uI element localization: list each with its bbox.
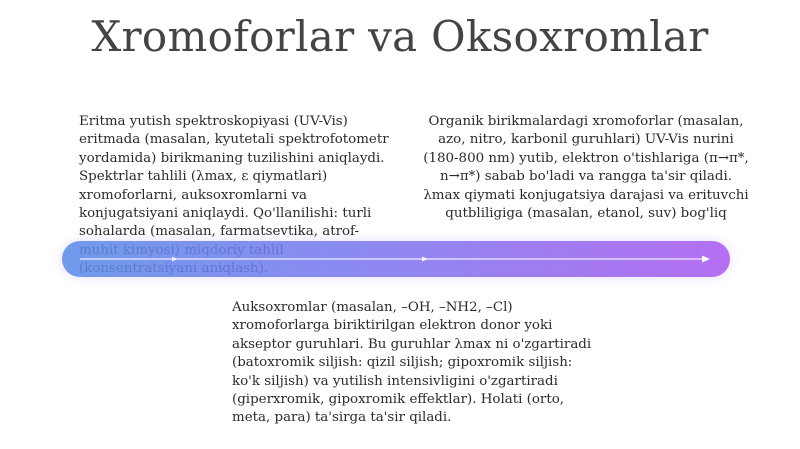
left-paragraph: Eritma yutish spektroskopiyasi (UV-Vis) eritmada (masalan, kyutetali spektrofotometr yordamida) birikmaning tuzilishini aniqlaydi. Spektrlar tahlili (λmax, ε qiymatlari) xromoforlarni, auksoxromlarni va konjugatsiyani aniqlaydi. Qo'llanilishi: turli sohalarda (masalan, farmatsevtika, atrof- (79, 114, 389, 240)
slide-title: Xromoforlar va Oksoxromlar (91, 12, 709, 61)
bottom-text-block (232, 299, 592, 428)
bottom-paragraph: Auksoxromlar (masalan, –OH, –NH2, –Cl) xromoforlarga biriktirilgan elektron donor yoki akseptor guruhlari. Bu guruhlar λmax ni o'zgartiradi (batoxromik siljish: qizil siljish; gipoxromik siljish: ko'k siljish) va yutilish intensivligini o'zgartiradi (giperxromik, gipoxromik effektlar). Holati (orto, meta, para) ta'sirga ta'sir qiladi. (232, 300, 592, 426)
right-text-block (420, 113, 752, 223)
right-paragraph: Organik birikmalardagi xromoforlar (masalan, azo, nitro, karbonil guruhlari) UV-Vis nurini (180-800 nm) yutib, elektron o'tishlariga (π→π*, n→π*) sabab bo'ladi va rangga ta'sir qiladi. λmax qiymati konjugatsiya darajasi va erituvchi qutbliligiga (masalan, etanol, suv) bog'liq (423, 114, 749, 222)
arrow-right-icon (62, 241, 730, 277)
timeline-arrow-band (62, 241, 730, 277)
